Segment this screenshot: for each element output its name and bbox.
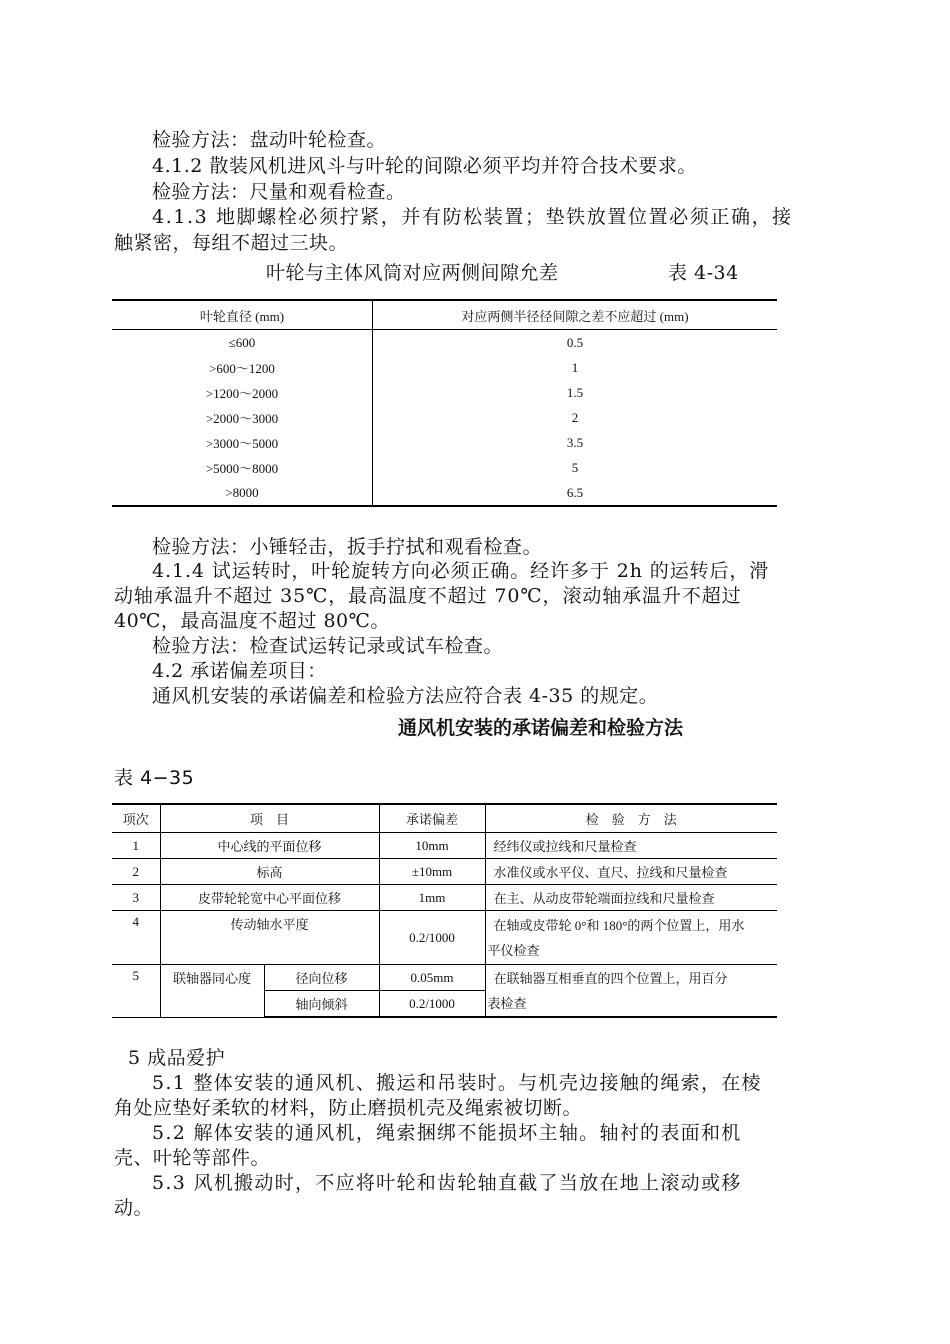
table1-caption: 叶轮与主体风筒对应两侧间隙允差 [266,262,559,284]
table-cell: 2 [571,409,579,425]
table-cell: 皮带轮轮宽中心平面位移 [160,885,379,911]
paragraph-line: 5.1 整体安装的通风机、搬运和吊装时。与机壳边接触的绳索，在棱 [152,1072,762,1094]
column-header: 项次 [112,804,160,833]
paragraph-line: 5.2 解体安装的通风机，绳索捆绑不能损坏主轴。轴衬的表面和机 [152,1122,742,1144]
table-cell: 0.2/1000 [379,991,485,1018]
table-row [112,885,777,911]
table-row [112,965,777,991]
gap-tolerance-table [112,299,777,507]
table-row [112,380,777,405]
table-cell: 水准仪或水平仪、直尺、拉线和尺量检查 [485,859,777,885]
table-row [112,859,777,885]
paragraph-line: 检验方法：小锤轻击，扳手拧拭和观看检查。 [152,536,543,558]
paragraph-line: 4.2 承诺偏差项目： [152,660,327,682]
section-heading: 5 成品爱护 [128,1047,226,1069]
column-header: 承诺偏差 [379,804,485,833]
paragraph-line: 触紧密，每组不超过三块。 [114,232,349,254]
table-row [112,430,777,455]
table-cell: 中心线的平面位移 [160,833,379,859]
table-cell: 轴向倾斜 [264,991,379,1018]
paragraph-line: 5.3 风机搬动时，不应将叶轮和齿轮轴直截了当放在地上滚动或移 [152,1172,742,1194]
table-row [112,355,777,380]
table-cell: >8000 [112,480,373,506]
table-cell: 3.5 [566,434,584,450]
paragraph-line: 壳、叶轮等部件。 [114,1147,271,1169]
table-cell: 传动轴水平度 [160,911,379,965]
table-cell: 标高 [160,859,379,885]
table-cell: 经纬仪或拉线和尺量检查 [485,833,777,859]
paragraph-line: 4.1.4 试运转时，叶轮旋转方向必须正确。经许多于 2h 的运转后，滑 [152,560,770,582]
table-cell: 在主、从动皮带轮端面拉线和尺量检查 [485,885,777,911]
paragraph-line: 检验方法：检查试运转记录或试车检查。 [152,635,504,657]
column-header: 对应两侧半径径间隙之差不应超过 (mm) [373,300,778,330]
paragraph-line: 角处应垫好柔软的材料，防止磨损机壳及绳索被切断。 [114,1097,583,1119]
paragraph-line: 检验方法：尺量和观看检查。 [152,181,406,203]
table-header-row [112,300,777,330]
table-cell: 10mm [379,833,485,859]
table-cell: 1 [112,833,160,859]
table-cell: ±10mm [379,859,485,885]
table-cell: >3000～5000 [112,430,373,455]
table-cell: >2000～3000 [112,405,373,430]
paragraph-line: 40℃，最高温度不超过 80℃。 [114,610,390,632]
table-cell [485,965,777,1018]
table-cell: 4 [112,911,160,965]
table-row [112,480,777,506]
deviation-table [112,803,777,1018]
table-cell: 5 [571,459,579,475]
paragraph-line: 动。 [114,1197,154,1219]
paragraph-line: 4.1.3 地脚螺栓必须拧紧，并有防松装置；垫铁放置位置必须正确，接 [152,206,793,228]
paragraph-line: 检验方法：盘动叶轮检查。 [152,129,387,151]
table-row [112,405,777,430]
table-cell [485,911,777,965]
column-header: 项 目 [160,804,379,833]
column-header: 叶轮直径 (mm) [112,300,373,330]
table-cell: 1mm [379,885,485,911]
table-row [112,330,777,356]
table-cell: 5 [112,965,160,1018]
table1-number: 表 4-34 [668,262,739,284]
table-cell: >1200～2000 [112,380,373,405]
table-cell: 联轴器同心度 [160,965,264,1018]
table-cell: >5000～8000 [112,455,373,480]
table-cell: 1 [571,359,579,375]
table-cell: 1.5 [566,384,584,400]
table-cell: >600～1200 [112,355,373,380]
table-header-row [112,804,777,833]
table-cell: 0.05mm [379,965,485,991]
paragraph-line: 动轴承温升不超过 35℃，最高温度不超过 70℃，滚动轴承温升不超过 [114,585,742,607]
table-row [112,455,777,480]
table-cell: 0.5 [566,334,584,350]
column-header: 检 验 方 法 [485,804,777,833]
method-line: 表检查 [487,995,527,1011]
table2-number: 表 4−35 [114,767,195,789]
method-line: 在轴或皮带轮 0°和 180°的两个位置上，用水 [493,917,745,933]
paragraph-line: 4.1.2 散装风机进风斗与叶轮的间隙必须平均并符合技术要求。 [152,155,697,177]
paragraph-line: 通风机安装的承诺偏差和检验方法应符合表 4-35 的规定。 [152,685,659,707]
table2-title: 通风机安装的承诺偏差和检验方法 [398,717,684,739]
table-cell: 2 [112,859,160,885]
table-cell: ≤600 [112,330,373,356]
table-cell: 0.2/1000 [379,911,485,965]
table-cell: 6.5 [373,480,778,506]
table-row [112,833,777,859]
table-cell: 3 [112,885,160,911]
table-row [112,911,777,965]
method-line: 平仪检查 [487,942,540,958]
method-line: 在联轴器互相垂直的四个位置上，用百分 [493,970,728,986]
table-cell: 径向位移 [264,965,379,991]
